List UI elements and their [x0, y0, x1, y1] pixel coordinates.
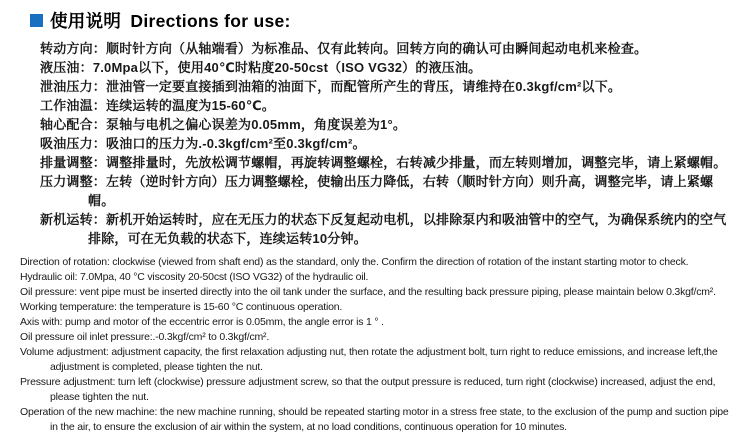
english-instruction-text: pump and motor of the eccentric error is 0.05mm, the angle error is 1 ° . [62, 316, 384, 328]
chinese-instruction-text: 调整排量时，先放松调节螺帽，再旋转调整螺栓，右转减少排量，而左转则增加，调整完毕，请上紧螺帽。 [106, 155, 727, 170]
english-instruction-label: Oil pressure oil inlet pressure: [20, 331, 153, 343]
english-instruction-item [20, 375, 730, 405]
chinese-instruction-text: 7.0Mpa以下，使用40℃时粘度20-50cst（ISO VG32）的液压油。 [92, 60, 482, 75]
chinese-instruction-item [40, 77, 728, 96]
chinese-instruction-text: 新机开始运转时，应在无压力的状态下反复起动电机，以排除泵内和吸油管中的空气，为确保系统内的空气排除，可在无负载的状态下，连续运转10分钟。 [88, 212, 727, 246]
chinese-instruction-label: 轴心配合： [40, 117, 107, 132]
english-instruction-label: Direction of rotation: [20, 256, 110, 268]
chinese-instruction-item [40, 134, 728, 153]
english-instruction-text: the new machine running, should be repeated starting motor in a stress free state, to the exclusion of the pump and suction pipe in the air, to ensure the exclusion of air within the system, at no load conditions, continuous operation for 10 minutes. [50, 406, 729, 433]
english-instruction-item [20, 315, 730, 330]
english-instruction-text: 7.0Mpa, 40 °C viscosity 20-50cst (ISO VG32) of the hydraulic oil. [77, 271, 369, 283]
english-instruction-item [20, 330, 730, 345]
chinese-instruction-item [40, 153, 728, 172]
english-instruction-label: Hydraulic oil: [20, 271, 78, 283]
page-header [30, 8, 732, 33]
english-instruction-text: adjustment capacity, the first relaxation adjusting nut, then rotate the adjustment bolt, turn right to reduce emissions, and increase left,the adjustment is completed, please tighten the nut. [50, 346, 718, 373]
english-instruction-label: Oil pressure: [20, 286, 77, 298]
chinese-instruction-label: 液压油： [40, 60, 93, 75]
chinese-instruction-item [40, 115, 728, 134]
chinese-instruction-label: 泄油压力： [40, 79, 107, 94]
english-instruction-text: the temperature is 15-60 °C continuous operation. [116, 301, 343, 313]
page-title-english: Directions for use: [130, 11, 291, 31]
chinese-instruction-text: 连续运转的温度为15-60℃。 [106, 98, 276, 113]
chinese-instruction-label: 排量调整： [40, 155, 107, 170]
chinese-instruction-label: 吸油压力： [40, 136, 107, 151]
chinese-instruction-item [40, 172, 728, 210]
english-instruction-item [20, 270, 730, 285]
english-instruction-text: .-0.3kgf/cm² to 0.3kgf/cm². [152, 331, 270, 343]
chinese-instruction-item [40, 210, 728, 248]
english-instruction-item [20, 255, 730, 270]
chinese-instruction-label: 压力调整： [40, 174, 107, 189]
english-instruction-item [20, 345, 730, 375]
english-instruction-label: Working temperature: [20, 301, 117, 313]
english-instruction-text: vent pipe must be inserted directly into the oil tank under the surface, and the resulting back pressure piping, please maintain below 0.3kgf/cm². [76, 286, 716, 298]
chinese-instruction-item [40, 96, 728, 115]
english-instruction-list [20, 255, 730, 435]
chinese-instruction-label: 转动方向： [40, 41, 107, 56]
english-instruction-item [20, 285, 730, 300]
chinese-instruction-text: 左转（逆时针方向）压力调整螺栓，使输出压力降低，右转（顺时针方向）则升高，调整完毕，请上紧螺帽。 [88, 174, 714, 208]
english-instruction-label: Volume adjustment: [20, 346, 109, 358]
chinese-instruction-label: 工作油温： [40, 98, 107, 113]
page-title-chinese: 使用说明 [50, 11, 122, 31]
english-instruction-label: Axis with: [20, 316, 63, 328]
chinese-instruction-item [40, 39, 728, 58]
chinese-instruction-text: 吸油口的压力为.-0.3kgf/cm²至0.3kgf/cm²。 [106, 136, 366, 151]
english-instruction-label: Operation of the new machine: [20, 406, 158, 418]
chinese-instruction-list [40, 39, 728, 248]
english-instruction-item [20, 405, 730, 435]
chinese-instruction-text: 泵轴与电机之偏心误差为0.05mm，角度误差为1°。 [106, 117, 407, 132]
page-title [50, 8, 291, 33]
english-instruction-label: Pressure adjustment: [20, 376, 116, 388]
english-instruction-text: clockwise (viewed from shaft end) as the standard, only the. Confirm the direction of rotation of the instant starting motor to check. [109, 256, 689, 268]
english-instruction-item [20, 300, 730, 315]
english-instruction-text: turn left (clockwise) pressure adjustment screw, so that the output pressure is reduced, turn right (clockwise) increased, adjust the end, please tighten the nut. [50, 376, 716, 403]
chinese-instruction-item [40, 58, 728, 77]
chinese-instruction-label: 新机运转： [40, 212, 107, 227]
chinese-instruction-text: 泄油管一定要直接插到油箱的油面下，而配管所产生的背压，请维持在0.3kgf/cm²以下。 [106, 79, 622, 94]
blue-square-icon [30, 14, 43, 27]
chinese-instruction-text: 顺时针方向（从轴端看）为标准品、仅有此转向。回转方向的确认可由瞬间起动电机来检查。 [106, 41, 648, 56]
